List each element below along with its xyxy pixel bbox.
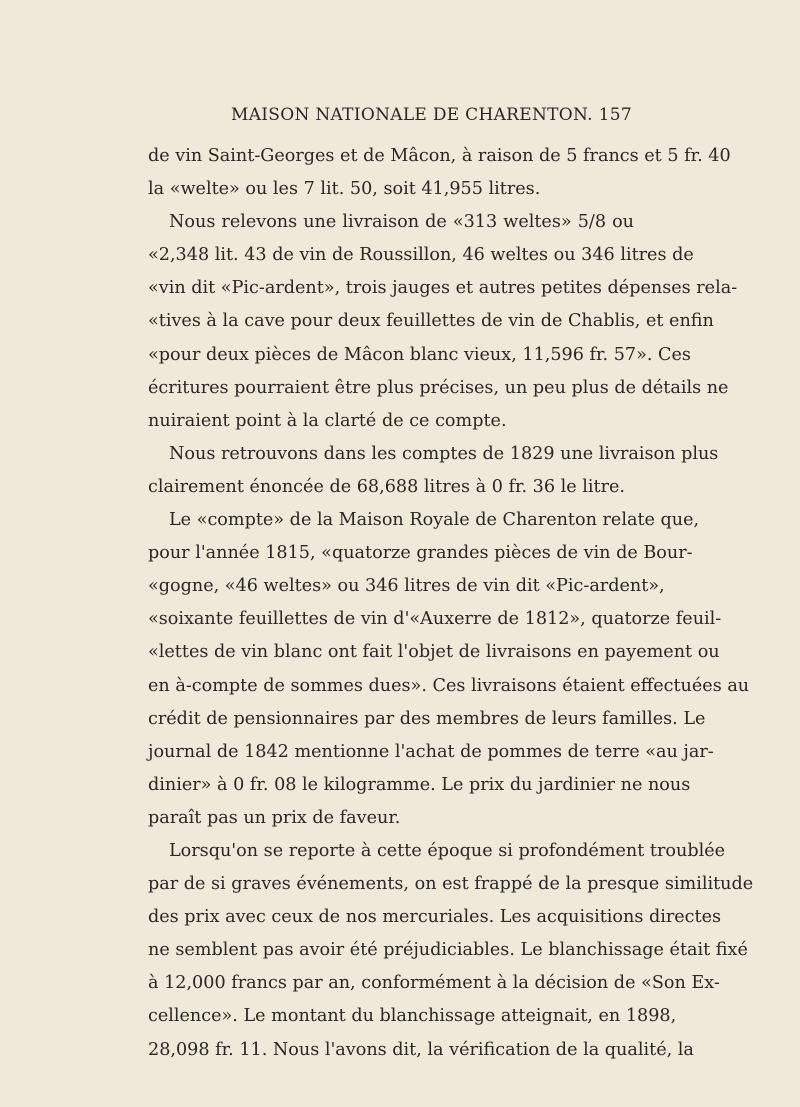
text-line: de vin Saint-Georges et de Mâcon, à raison de 5 francs et 5 fr. 40 — [148, 146, 731, 166]
text-line: paraît pas un prix de faveur. — [148, 807, 401, 828]
text-line: dinier» à 0 fr. 08 le kilogramme. Le prix du jardinier ne nous — [148, 774, 691, 795]
text-line: Nous retrouvons dans les comptes de 1829 une livraison plus — [169, 443, 719, 464]
text-line: 28,098 fr. 11. Nous l'avons dit, la vérification de la qualité, la — [148, 1039, 694, 1060]
text-line: «lettes de vin blanc ont fait l'objet de livraisons en payement ou — [148, 642, 720, 663]
text-line: par de si graves événements, on est frappé de la presque similitude — [148, 874, 754, 895]
text-line: nuiraient point à la clarté de ce compte. — [148, 410, 507, 431]
text-line: Le «compte» de la Maison Royale de Charenton relate que, — [169, 510, 700, 531]
text-line: ne semblent pas avoir été préjudiciables. Le blanchissage était fixé — [148, 940, 748, 961]
text-line: «vin dit «Pic-ardent», trois jauges et autres petites dépenses rela- — [148, 278, 738, 299]
text-line: crédit de pensionnaires par des membres de leurs familles. Le — [148, 708, 706, 729]
page-number: 157 — [598, 105, 632, 125]
text-line: des prix avec ceux de nos mercuriales. Les acquisitions directes — [148, 907, 722, 928]
text-line: «2,348 lit. 43 de vin de Roussillon, 46 weltes ou 346 litres de — [148, 245, 694, 266]
text-line: «gogne, «46 weltes» ou 346 litres de vin dit «Pic-ardent», — [148, 576, 665, 597]
running-title: MAISON NATIONALE DE CHARENTON. — [231, 105, 593, 125]
text-line: cellence». Le montant du blanchissage atteignait, en 1898, — [148, 1006, 677, 1027]
text-line: Nous relevons une livraison de «313 weltes» 5/8 ou — [169, 212, 634, 233]
text-line: la «welte» ou les 7 lit. 50, soit 41,955 litres. — [148, 179, 541, 200]
text-line: «soixante feuillettes de vin d'«Auxerre de 1812», quatorze feuil- — [148, 609, 722, 630]
text-line: «pour deux pièces de Mâcon blanc vieux, 11,596 fr. 57». Ces — [148, 344, 691, 365]
text-line: journal de 1842 mentionne l'achat de pommes de terre «au jar- — [148, 741, 714, 762]
text-line: à 12,000 francs par an, conformément à la décision de «Son Ex- — [148, 973, 720, 994]
body-text — [148, 140, 754, 1067]
page-header — [148, 103, 632, 127]
text-line: Lorsqu'on se reporte à cette époque si profondément troublée — [169, 840, 726, 861]
text-line: en à-compte de sommes dues». Ces livraisons étaient effectuées au — [148, 675, 750, 696]
text-line: clairement énoncée de 68,688 litres à 0 fr. 36 le litre. — [148, 476, 626, 497]
text-line: «tives à la cave pour deux feuillettes de vin de Chablis, et enfin — [148, 311, 714, 332]
text-line: écritures pourraient être plus précises, un peu plus de détails ne — [148, 377, 729, 398]
text-line: pour l'année 1815, «quatorze grandes pièces de vin de Bour- — [148, 543, 693, 564]
